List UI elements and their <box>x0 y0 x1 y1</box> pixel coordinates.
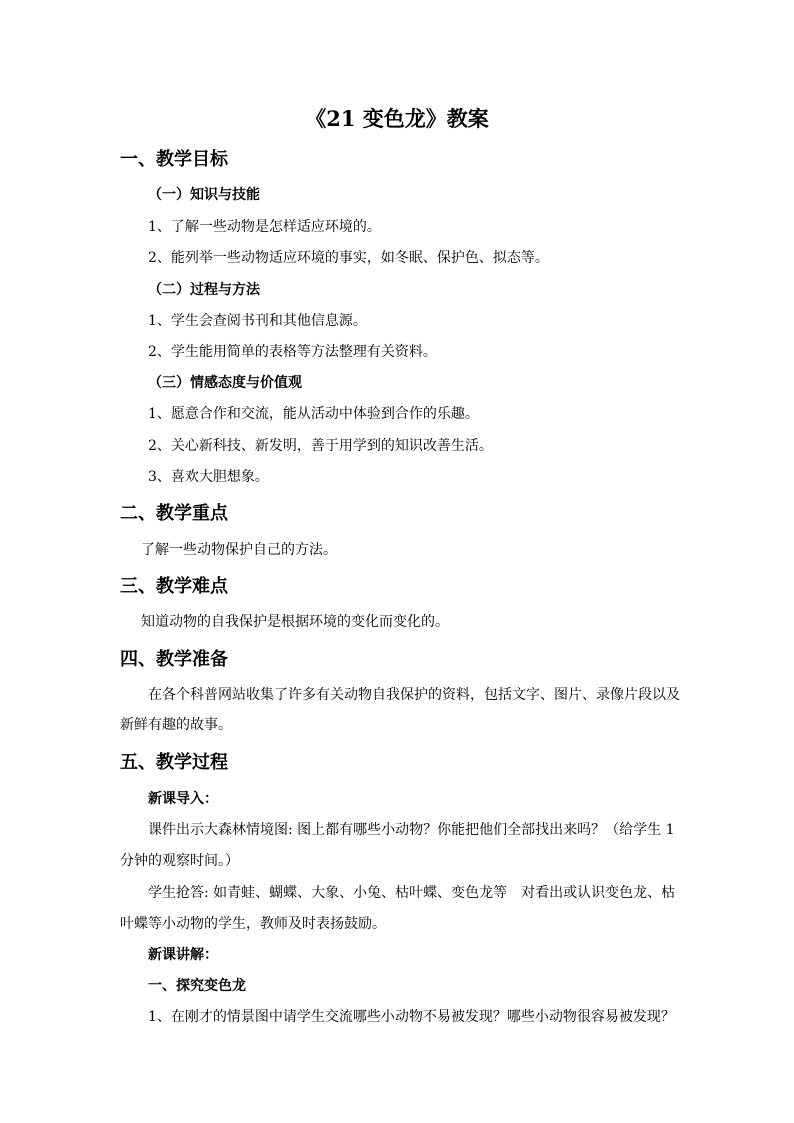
paragraph-line: 课件出示大森林情境图: 图上都有哪些小动物？你能把他们全部找出来吗？（给学生 1 <box>148 822 675 838</box>
sub-heading-explore-chameleon: 一、探究变色龙 <box>148 978 246 994</box>
paragraph-line: 分钟的观察时间。） <box>120 853 239 869</box>
list-item: 2、学生能用简单的表格等方法整理有关资料。 <box>148 344 437 360</box>
document-title: 《21 变色龙》教案 <box>305 106 489 131</box>
list-item: 1、愿意合作和交流，能从活动中体验到合作的乐趣。 <box>148 406 479 422</box>
section-heading-difficulties: 三、教学难点 <box>120 576 228 597</box>
paragraph-line: 在各个科普网站收集了许多有关动物自我保护的资料，包括文字、图片、录像片段以及 <box>148 687 680 703</box>
label-intro: 新课导入： <box>148 791 218 807</box>
paragraph-line: 叶蝶等小动物的学生，教师及时表扬鼓励。 <box>120 916 386 932</box>
list-item: 3、喜欢大胆想象。 <box>148 469 269 485</box>
list-item: 2、关心新科技、新发明，善于用学到的知识改善生活。 <box>148 438 493 454</box>
paragraph: 了解一些动物保护自己的方法。 <box>141 542 337 558</box>
list-item: 2、能列举一些动物适应环境的事实，如冬眠、保护色、拟态等。 <box>148 250 549 266</box>
section-heading-process: 五、教学过程 <box>120 752 228 773</box>
list-item: 1、了解一些动物是怎样适应环境的。 <box>148 219 381 235</box>
sub-heading-process-methods: （二）过程与方法 <box>148 282 260 298</box>
paragraph: 知道动物的自我保护是根据环境的变化而变化的。 <box>141 614 449 630</box>
label-lecture: 新课讲解： <box>148 947 218 963</box>
sub-heading-attitude-values: （三）情感态度与价值观 <box>148 375 302 391</box>
list-item: 1、学生会查阅书刊和其他信息源。 <box>148 313 367 329</box>
paragraph-line: 学生抢答: 如青蛙、蝴蝶、大象、小兔、枯叶蝶、变色龙等 对看出或认识变色龙、枯 <box>148 885 676 901</box>
list-item: 1、在刚才的情景图中请学生交流哪些小动物不易被发现？哪些小动物很容易被发现？ <box>148 1009 675 1025</box>
section-heading-preparation: 四、教学准备 <box>120 649 228 670</box>
section-heading-key-points: 二、教学重点 <box>120 503 228 524</box>
section-heading-objectives: 一、教学目标 <box>120 149 228 170</box>
paragraph-line: 新鲜有趣的故事。 <box>120 717 232 733</box>
sub-heading-knowledge-skills: （一）知识与技能 <box>148 187 260 203</box>
